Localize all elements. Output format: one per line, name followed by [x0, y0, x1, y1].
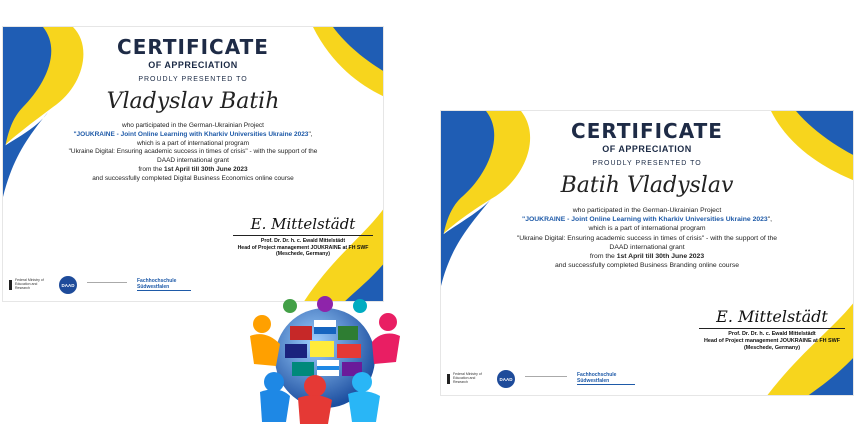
certificate-right — [440, 110, 854, 396]
dates-prefix: from the — [138, 165, 165, 173]
daad-text — [87, 282, 127, 288]
project-year: Ukraine 2023 — [725, 216, 768, 224]
certificate-subtitle: OF APPRECIATION — [148, 60, 238, 70]
footer-logos — [447, 367, 657, 391]
dates-prefix: from the — [589, 252, 617, 260]
eagle-icon — [447, 374, 450, 384]
project-year: Ukraine 2023 — [268, 130, 309, 138]
certificate-subtitle: OF APPRECIATION — [602, 144, 692, 154]
fh-label: Fachhochschule Südwestfalen — [577, 372, 617, 384]
project-name: "JOUKRAINE - Joint Online Learning with Kharkiv Universities — [73, 130, 269, 138]
signature-block — [699, 307, 845, 351]
recipient-name: Batih Vladyslav — [560, 173, 734, 198]
body-line-3: which is a part of international program — [588, 225, 706, 233]
body-line-5: DAAD international grant — [157, 157, 229, 165]
signature-line — [699, 328, 845, 329]
body-line-1: who participated in the German-Ukrainian Project — [122, 122, 264, 129]
presented-to: PROUDLY PRESENTED TO — [138, 76, 248, 83]
body-line-3: which is a part of international program — [136, 139, 249, 147]
body-line-7: and successfully completed Digital Business Economics online course — [92, 174, 294, 182]
body-line-6 — [441, 252, 853, 261]
signature-block — [233, 215, 373, 258]
signer-role: Head of Project management JOUKRAINE at FH SWF — [704, 337, 840, 344]
signer-name: Prof. Dr. Dr. h. c. Ewald Mittelstädt — [728, 331, 816, 337]
ministry-label: Federal Ministry of Education and Research — [453, 372, 482, 384]
daad-label: DAAD — [499, 376, 513, 382]
body-line-7: and successfully completed Business Branding online course — [555, 262, 739, 270]
project-end: ", — [308, 130, 313, 138]
fh-logo — [577, 373, 635, 385]
project-name: "JOUKRAINE - Joint Online Learning with Kharkiv Universities — [521, 216, 726, 224]
globe-people-illustration — [240, 296, 410, 431]
certificate-left — [2, 26, 384, 302]
dates: 1st April till 30th June 2023 — [164, 165, 248, 173]
certificate-title: CERTIFICATE — [117, 35, 269, 59]
body-line-1: who participated in the German-Ukrainian Project — [572, 207, 722, 214]
signature-line — [233, 235, 373, 236]
body-line-2 — [3, 131, 383, 140]
footer-logos — [9, 273, 209, 297]
ministry-logo — [9, 279, 49, 291]
body-line-6 — [3, 166, 383, 175]
dates: 1st April till 30th June 2023 — [616, 252, 705, 260]
fh-label: Fachhochschule Südwestfalen — [137, 278, 177, 290]
daad-text — [525, 376, 567, 382]
signer-place: (Meschede, Germany) — [743, 344, 801, 351]
globe-illustration — [240, 296, 410, 426]
certificate-title: CERTIFICATE — [571, 119, 723, 143]
daad-logo — [497, 370, 515, 388]
body-line-4: "Ukraine Digital: Ensuring academic success in times of crisis" - with the support of the — [68, 148, 318, 156]
signature: E. Mittelstädt — [716, 307, 828, 326]
project-end: ", — [767, 216, 773, 224]
signer-name: Prof. Dr. Dr. h. c. Ewald Mittelstädt — [260, 238, 346, 244]
ministry-logo — [447, 373, 487, 385]
signer-place: (Meschede, Germany) — [276, 251, 330, 257]
daad-label: DAAD — [61, 282, 75, 288]
signer-role: Head of Project management JOUKRAINE at FH SWF — [237, 244, 369, 251]
eagle-icon — [9, 280, 12, 290]
ministry-label: Federal Ministry of Education and Research — [15, 278, 44, 290]
body-line-5: DAAD international grant — [609, 243, 685, 251]
recipient-name: Vladyslav Batih — [106, 89, 280, 114]
body-line-2 — [441, 215, 853, 224]
body-line-4: "Ukraine Digital: Ensuring academic success in times of crisis" - with the support of the — [516, 234, 778, 242]
fh-logo — [137, 279, 191, 291]
signature: E. Mittelstädt — [250, 215, 356, 233]
presented-to: PROUDLY PRESENTED TO — [592, 160, 702, 167]
daad-logo — [59, 276, 77, 294]
